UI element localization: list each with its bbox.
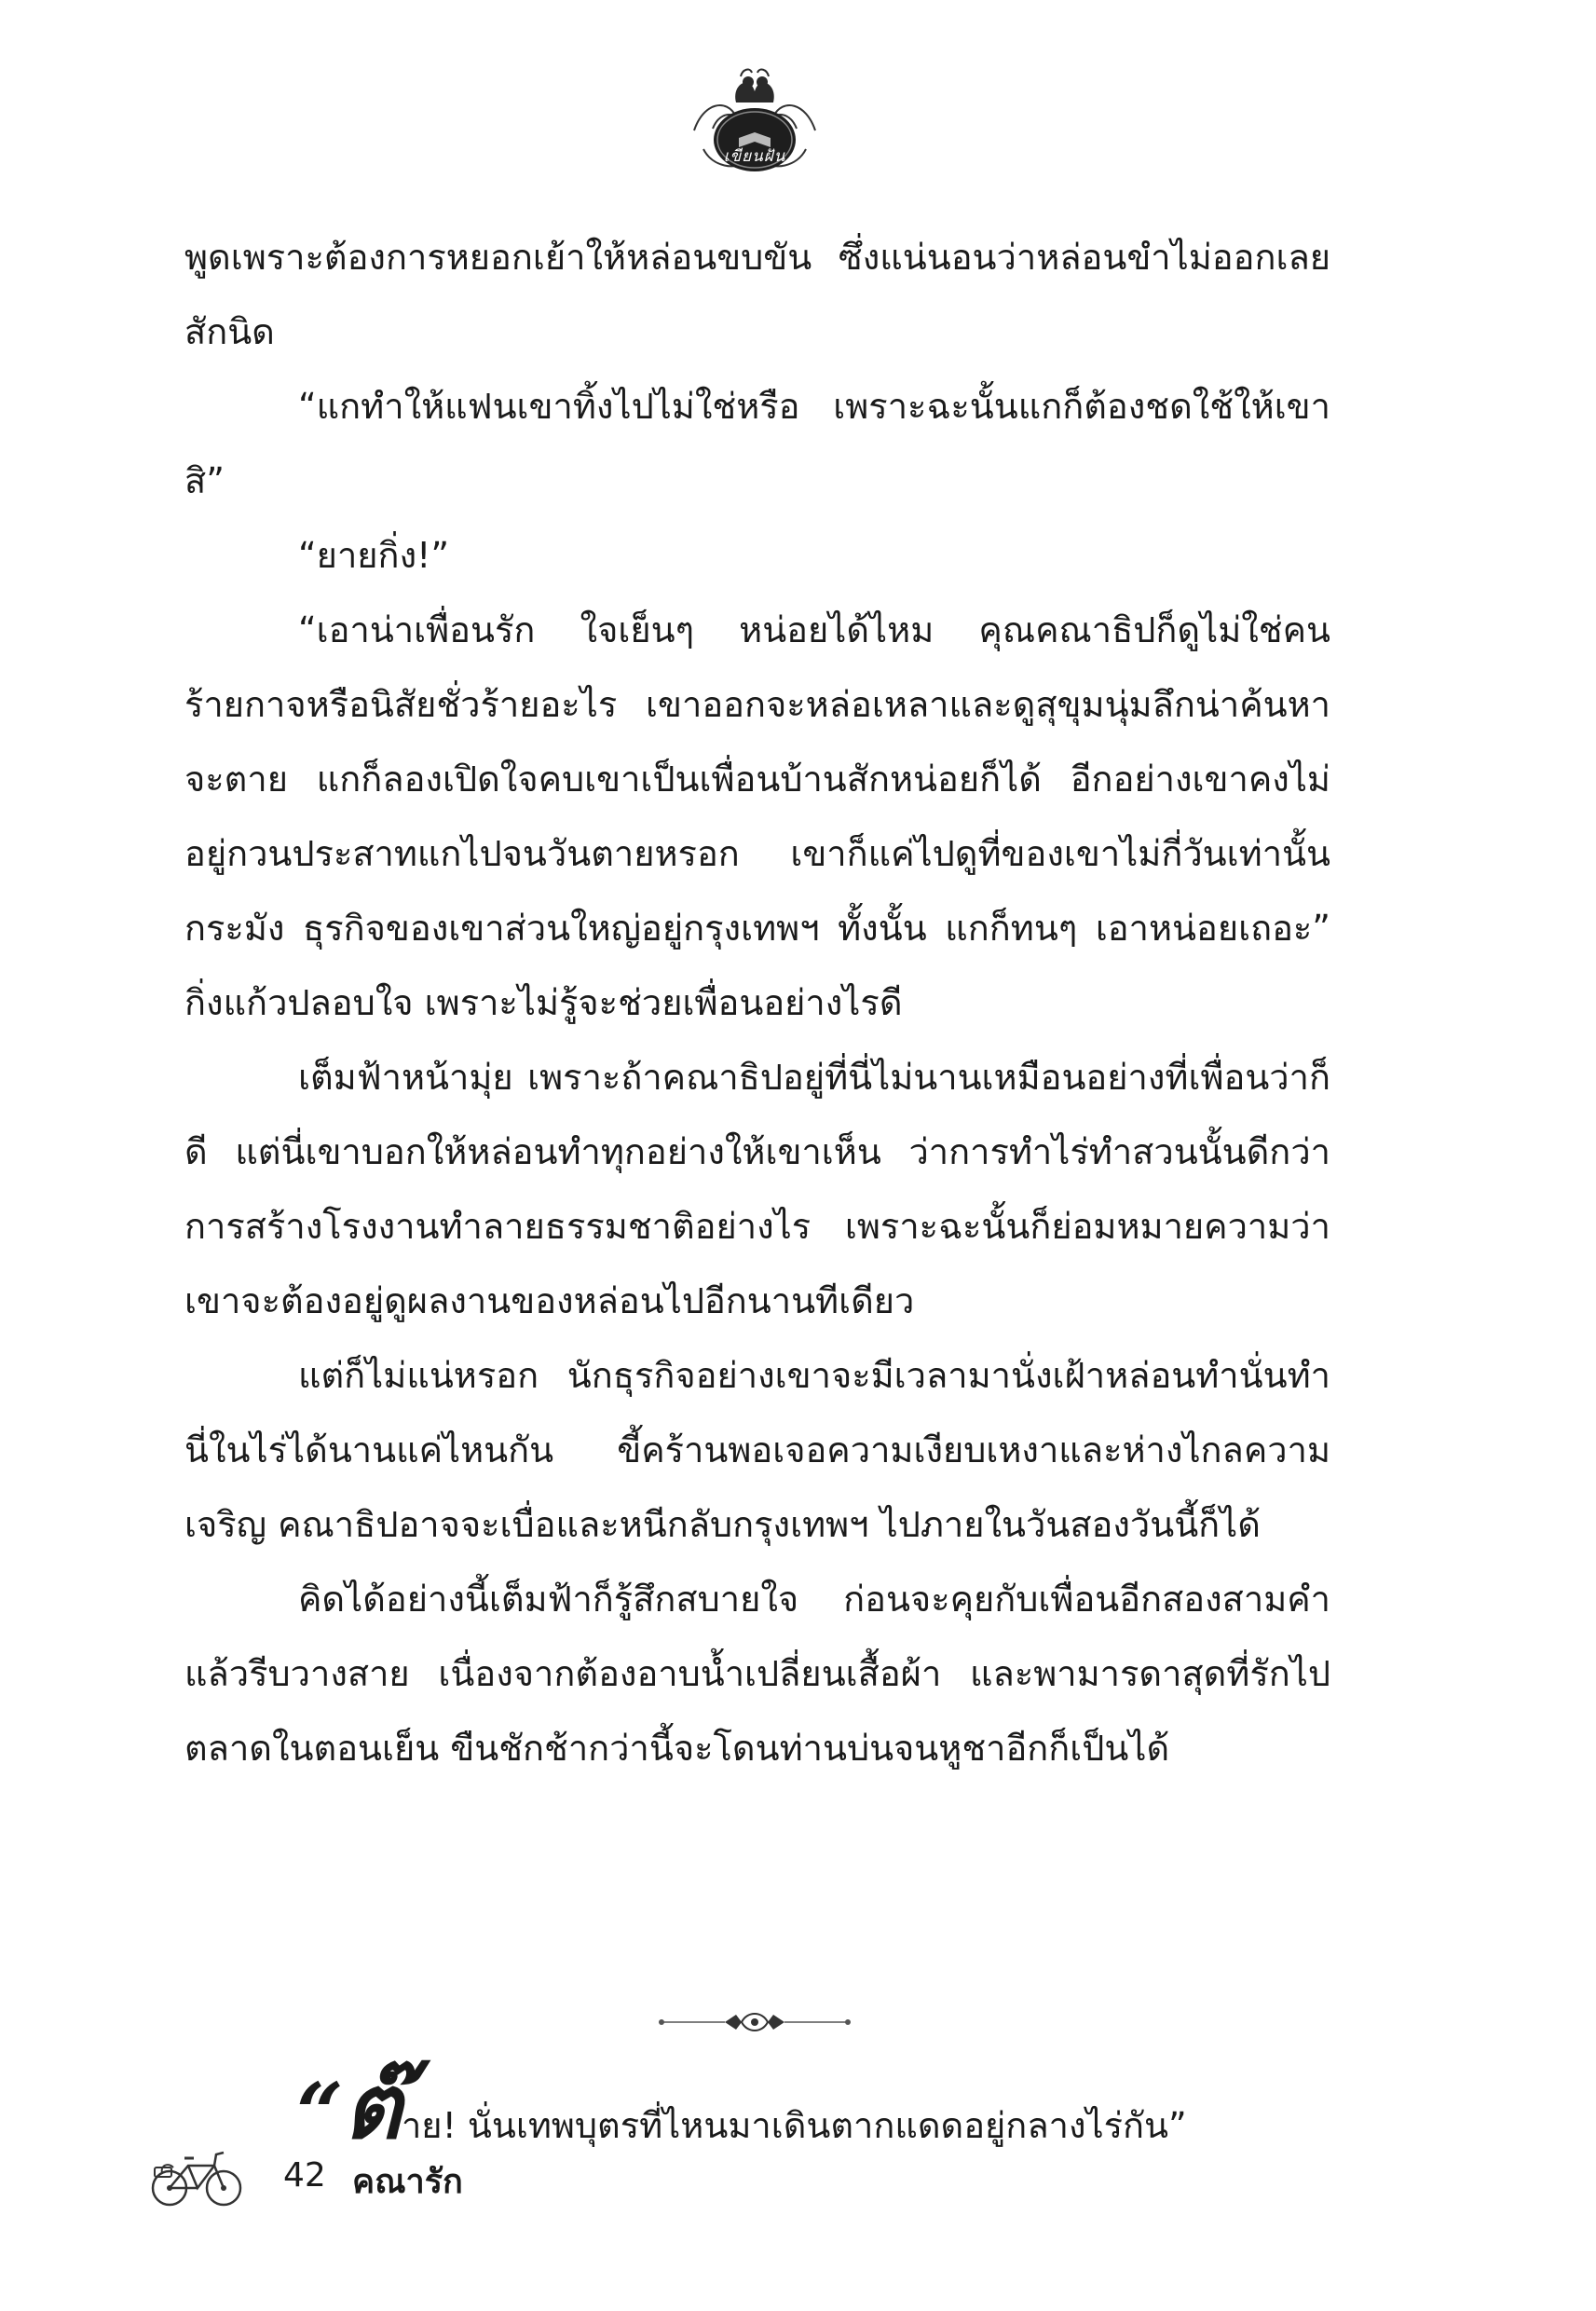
paragraph: คิดได้อย่างนี้เต็มฟ้าก็รู้สึกสบายใจ ก่อนจะคุยกับเพื่อนอีกสองสามคำแล้วรีบวางสาย เนื่องจากต้องอาบน้ำเปลี่ยนเสื้อผ้า และพามารดาสุดที่รักไปตลาดในตอนเย็น ขืนชักช้ากว่านี้จะโดนท่านบ่นจนหูชาอีกก็เป็นได้ (184, 1579, 1330, 1769)
flourish-divider-icon (652, 2003, 857, 2041)
page-footer (149, 2145, 801, 2229)
publisher-logo (685, 65, 825, 177)
bicycle-icon (149, 2145, 244, 2208)
paragraph: “แกทำให้แฟนเขาทิ้งไปไม่ใช่หรือ เพราะฉะนั้นแกก็ต้องชดใช้ให้เขาสิ” (184, 386, 1330, 501)
drop-cap: ต๊ (343, 2055, 402, 2159)
section-divider-ornament (652, 2003, 857, 2041)
paragraph: แต่ก็ไม่แน่หรอก นักธุรกิจอย่างเขาจะมีเวลามานั่งเฝ้าหล่อนทำนั่นทำนี่ในไร่ได้นานแค่ไหนกัน ขี้คร้านพอเจอความเงียบเหงาและห่างไกลความเจริญ คณาธิปอาจจะเบื่อและหนีกลับกรุงเทพฯ ไปภายในวันสองวันนี้ก็ได้ (184, 1355, 1330, 1545)
opening-quote-mark: “ (296, 2064, 344, 2161)
opening-line-text: าย! นั่นเทพบุตรที่ไหนมาเดินตากแดดอยู่กลางไร่กัน” (401, 2105, 1187, 2146)
body-text (184, 220, 1330, 1785)
paragraph: พูดเพราะต้องการหยอกเย้าให้หล่อนขบขัน ซึ่งแน่นอนว่าหล่อนขำไม่ออกเลยสักนิด (184, 237, 1330, 352)
page-number: 42 (283, 2156, 326, 2195)
book-title: คณารัก (352, 2163, 463, 2201)
paragraph: “เอาน่าเพื่อนรัก ใจเย็นๆ หน่อยได้ไหม คุณคณาธิปก็ดูไม่ใช่คนร้ายกาจหรือนิสัยชั่วร้ายอะไร เขาออกจะหล่อเหลาและดูสุขุมนุ่มลึกน่าค้นหาจะตาย แกก็ลองเปิดใจคบเขาเป็นเพื่อนบ้านสักหน่อยก็ได้ อีกอย่างเขาคงไม่อยู่กวนประสาทแกไปจนวันตายหรอก เขาก็แค่ไปดูที่ของเขาไม่กี่วันเท่านั้นกระมัง ธุรกิจของเขาส่วนใหญ่อยู่กรุงเทพฯ ทั้งนั้น แกก็ทนๆ เอาหน่อยเถอะ” กิ่งแก้วปลอบใจ เพราะไม่รู้จะช่วยเพื่อนอย่างไรดี (184, 609, 1330, 1023)
logo-text: เขียนฝัน (723, 147, 786, 166)
paragraph: “ยายกิ่ง!” (298, 535, 450, 576)
paragraph: เต็มฟ้าหน้ามุ่ย เพราะถ้าคณาธิปอยู่ที่นี่ไม่นานเหมือนอย่างที่เพื่อนว่าก็ดี แต่นี่เขาบอกให้หล่อนทำทุกอย่างให้เขาเห็น ว่าการทำไร่ทำสวนนั้นดีกว่าการสร้างโรงงานทำลายธรรมชาติอย่างไร เพราะฉะนั้นก็ย่อมหมายความว่าเขาจะต้องอยู่ดูผลงานของหล่อนไปอีกนานทีเดียว (184, 1057, 1330, 1321)
